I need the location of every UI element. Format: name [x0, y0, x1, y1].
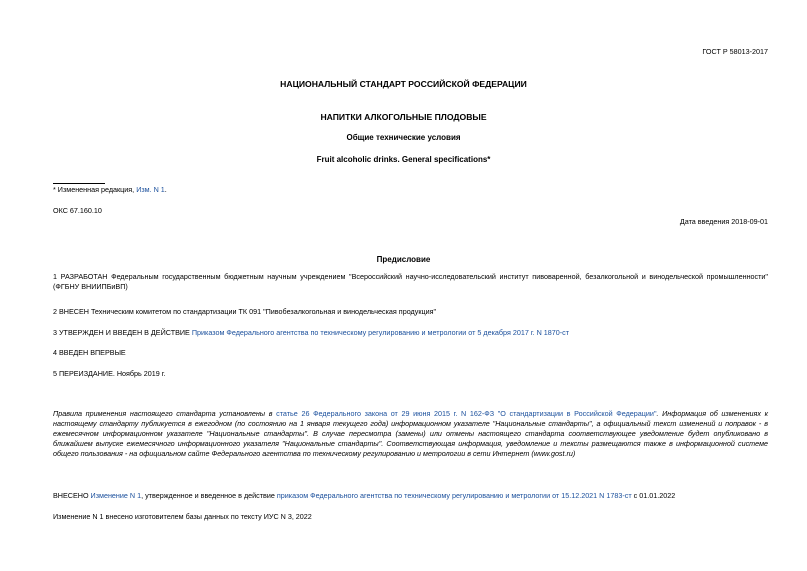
- preface-item-1: 1 РАЗРАБОТАН Федеральным государственным бюджетным научным учреждением "Всероссийский научно-исследовательский институт пивоваренной, безалкогольной и винодельческой промышленности" (ФГБНУ ВНИИПБиВП): [53, 272, 768, 291]
- document-code: ГОСТ Р 58013-2017: [702, 47, 768, 56]
- preface-heading: Предисловие: [376, 255, 431, 264]
- amendment-order-link[interactable]: приказом Федерального агентства по техническому регулированию и метрологии от 15.12.2021 N 1783-ст: [276, 491, 632, 500]
- application-rules-prefix: Правила применения настоящего стандарта установлены в: [53, 409, 277, 418]
- footnote-divider: [53, 183, 105, 184]
- federal-law-link[interactable]: статье 26 Федерального закона от 29 июня 2015 г. N 162-ФЗ "О стандартизации в Российской Федерации": [276, 409, 657, 418]
- amendment-notice: [53, 491, 768, 501]
- oks-code: ОКС 67.160.10: [53, 206, 102, 215]
- amendment-notice-suffix: с 01.01.2022: [631, 491, 676, 500]
- application-rules: [53, 409, 768, 459]
- document-subtitle: Общие технические условия: [346, 133, 461, 142]
- preface-item-3: [53, 328, 768, 338]
- application-rules-text: . Информация об изменениях к настоящему стандарту публикуется в ежегодном (по состоянию на 1 января текущего года) информационном указателе "Национальные стандарты", а официальный текст изменений и поправок - в ежемесячном информационном указателе "Национальные стандарты". В случае пересмотра (замены) или отмены настоящего стандарта соответствующее уведомление будет опубликовано в ближайшем выпуске ежемесячного информационного указателя "Национальные стандарты". Соответствующая информация, уведомление и тексты размещаются также в информационной системе общего пользования - на официальном сайте Федерального агентства по техническому регулированию и метрологии в сети Интернет (www.gost.ru): [53, 409, 768, 458]
- order-link[interactable]: Приказом Федерального агентства по техническому регулированию и метрологии от 5 декабря 2017 г. N 1870-ст: [191, 328, 570, 337]
- amendment-notice-prefix: ВНЕСЕНО: [53, 491, 91, 500]
- standard-title: НАЦИОНАЛЬНЫЙ СТАНДАРТ РОССИЙСКОЙ ФЕДЕРАЦИИ: [280, 79, 527, 89]
- footnote-prefix: * Измененная редакция,: [53, 185, 137, 194]
- preface-item-3-prefix: 3 УТВЕРЖДЕН И ВВЕДЕН В ДЕЙСТВИЕ: [53, 328, 192, 337]
- amendment-link[interactable]: Изм. N 1: [136, 185, 165, 194]
- preface-item-5: 5 ПЕРЕИЗДАНИЕ. Ноябрь 2019 г.: [53, 369, 166, 378]
- footnote: [53, 185, 167, 194]
- change-1-link[interactable]: Изменение N 1: [90, 491, 142, 500]
- preface-item-4: 4 ВВЕДЕН ВПЕРВЫЕ: [53, 348, 126, 357]
- amendment-source-note: Изменение N 1 внесено изготовителем базы данных по тексту ИУС N 3, 2022: [53, 512, 312, 521]
- amendment-notice-middle: , утвержденное и введенное в действие: [141, 491, 277, 500]
- document-name: НАПИТКИ АЛКОГОЛЬНЫЕ ПЛОДОВЫЕ: [320, 112, 487, 122]
- introduction-date: Дата введения 2018-09-01: [679, 217, 768, 226]
- document-name-english: Fruit alcoholic drinks. General specifications*: [316, 155, 491, 164]
- preface-item-2: 2 ВНЕСЕН Техническим комитетом по стандартизации ТК 091 "Пивобезалкогольная и винодельческая продукция": [53, 307, 437, 316]
- footnote-suffix: .: [164, 185, 167, 194]
